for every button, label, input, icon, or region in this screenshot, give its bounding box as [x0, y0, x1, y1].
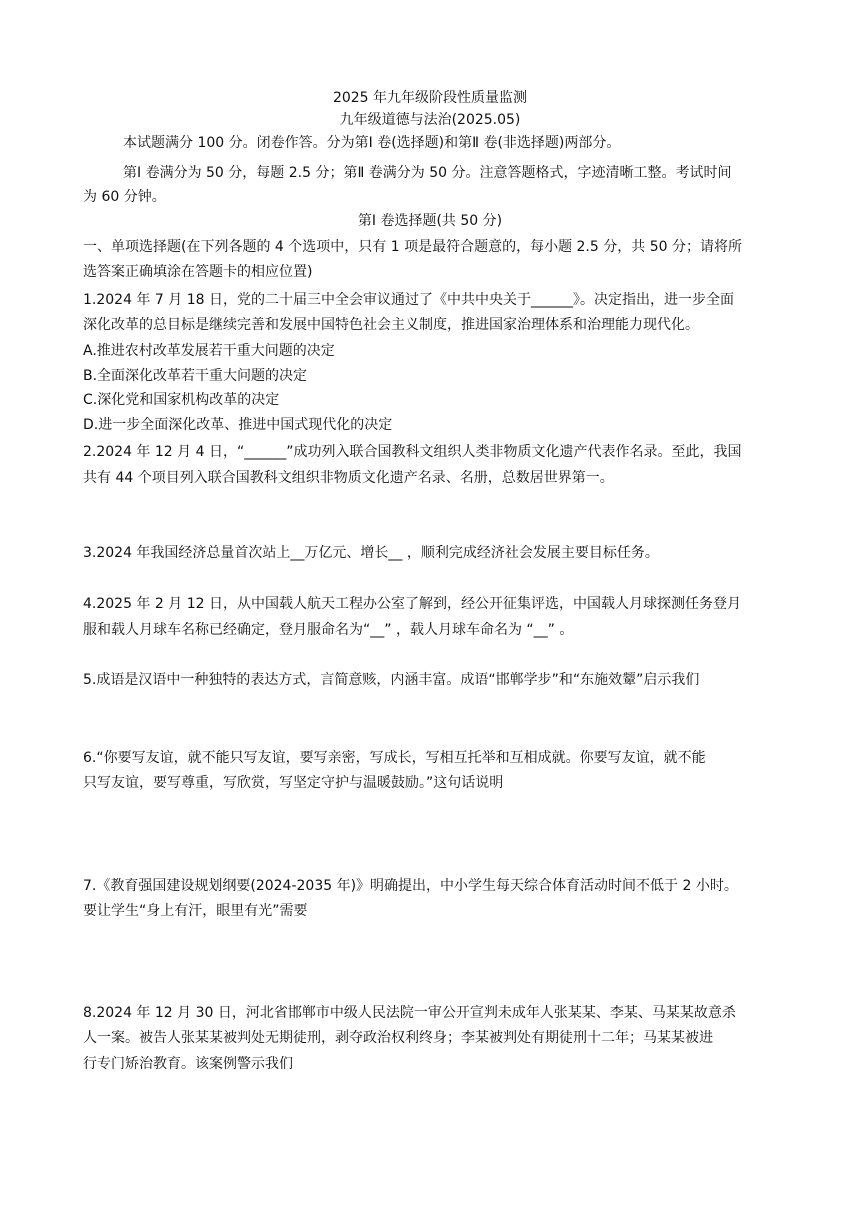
question-2-stem-cont: 共有 44 个项目列入联合国教科文组织非物质文化遗产名录、名册，总数居世界第一。 — [83, 470, 614, 486]
section-heading: 第Ⅰ 卷选择题(共 50 分) — [357, 213, 503, 229]
question-1-stem: 1.2024 年 7 月 18 日，党的二十届三中全会审议通过了《中共中央关于______》。决定指出，进一步全面 — [83, 292, 734, 308]
question-8-stem-cont-2: 行专门矫治教育。该案例警示我们 — [83, 1056, 293, 1072]
question-1-option-a: A.推进农村改革发展若干重大问题的决定 — [83, 343, 335, 359]
question-6-stem-cont: 只写友谊，要写尊重，写欣赏，写坚定守护与温暖鼓励。”这句话说明 — [83, 775, 504, 791]
exam-title: 2025 年九年级阶段性质量监测 — [332, 90, 528, 106]
question-3-stem: 3.2024 年我国经济总量首次站上__万亿元、增长__ ，顺利完成经济社会发展主要目标任务。 — [83, 545, 659, 561]
question-4-stem-cont: 服和载人月球车名称已经确定，登月服命名为“__” ，载人月球车命名为 “__” 。 — [83, 622, 574, 638]
exam-note-2: 第Ⅰ 卷满分为 50 分，每题 2.5 分；第Ⅱ 卷满分为 50 分。注意答题格式，字迹清晰工整。考试时间 — [123, 165, 732, 181]
question-8-stem: 8.2024 年 12 月 30 日，河北省邯郸市中级人民法院一审公开宣判未成年人张某某、李某、马某某故意杀 — [83, 1005, 736, 1021]
exam-note-1: 本试题满分 100 分。闭卷作答。分为第Ⅰ 卷(选择题)和第Ⅱ 卷(非选择题)两部分。 — [123, 135, 621, 151]
question-1-stem-cont: 深化改革的总目标是继续完善和发展中国特色社会主义制度，推进国家治理体系和治理能力现代化。 — [83, 317, 699, 333]
question-6-stem: 6.“你要写友谊，就不能只写友谊，要写亲密，写成长，写相互托举和互相成就。你要写友谊，就不能 — [83, 750, 706, 766]
question-4-stem: 4.2025 年 2 月 12 日，从中国载人航天工程办公室了解到，经公开征集评选，中国载人月球探测任务登月 — [83, 596, 741, 612]
section-instructions: 一、单项选择题(在下列各题的 4 个选项中，只有 1 项是最符合题意的，每小题 2.5 分，共 50 分；请将所 — [83, 239, 742, 255]
question-8-stem-cont: 人一案。被告人张某某被判处无期徒刑，剥夺政治权利终身；李某被判处有期徒刑十二年；马某某被进 — [83, 1030, 713, 1046]
question-1-option-d: D.进一步全面深化改革、推进中国式现代化的决定 — [83, 417, 393, 433]
question-1-option-c: C.深化党和国家机构改革的决定 — [83, 392, 280, 408]
question-2-stem: 2.2024 年 12 月 4 日，“______”成功列入联合国教科文组织人类非物质文化遗产代表作名录。至此，我国 — [83, 444, 742, 460]
question-7-stem: 7.《教育强国建设规划纲要(2024-2035 年)》明确提出，中小学生每天综合体育活动时间不低于 2 小时。 — [83, 878, 738, 894]
section-instructions-cont: 选答案正确填涂在答题卡的相应位置) — [83, 264, 313, 280]
exam-subtitle: 九年级道德与法治(2025.05) — [339, 112, 521, 128]
exam-note-2-cont: 为 60 分钟。 — [83, 189, 166, 205]
question-5-stem: 5.成语是汉语中一种独特的表达方式，言简意赅，内涵丰富。成语“邯郸学步”和“东施效颦”启示我们 — [83, 672, 700, 688]
question-1-option-b: B.全面深化改革若干重大问题的决定 — [83, 368, 308, 384]
question-7-stem-cont: 要让学生“身上有汗，眼里有光”需要 — [83, 903, 308, 919]
